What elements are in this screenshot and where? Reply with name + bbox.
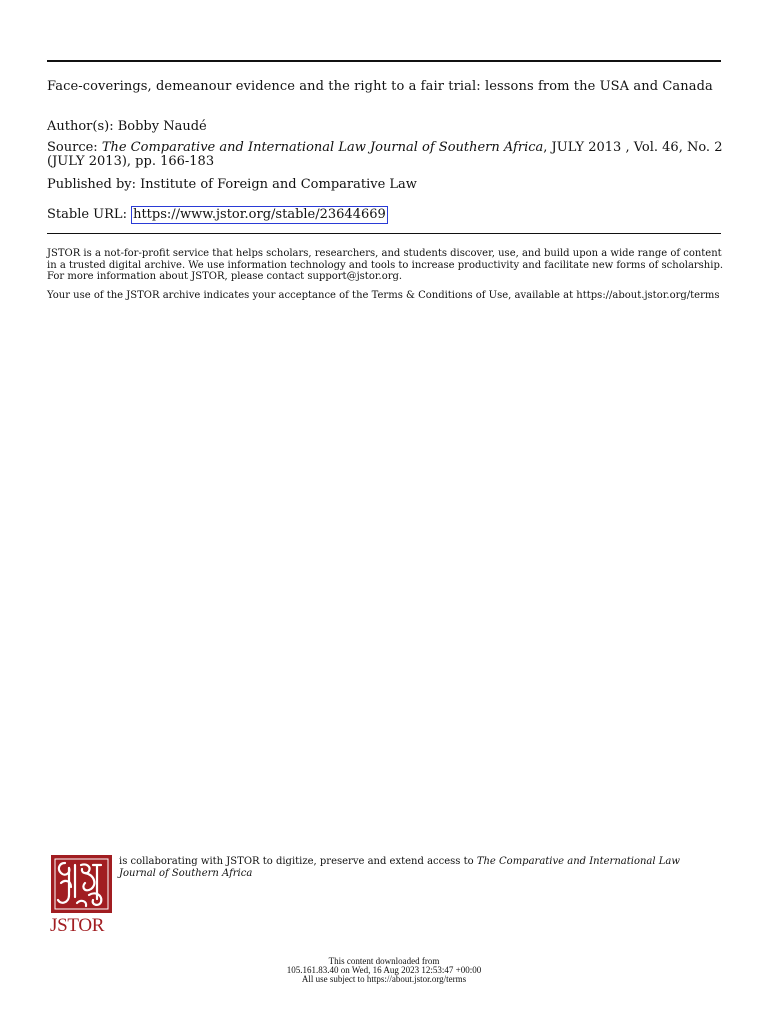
footer-line-2: 105.161.83.40 on Wed, 16 Aug 2023 12:53:47 +00:00 [286, 965, 482, 975]
footer-line-1: This content downloaded from [328, 956, 440, 966]
source-label: Source: [47, 140, 102, 155]
publisher-line [47, 178, 727, 192]
publisher-label: Published by: [47, 177, 141, 192]
collaboration-statement: is collaborating with JSTOR to digitize, preserve and extend access to [119, 856, 477, 867]
source-line [47, 141, 727, 169]
jstor-logo [50, 855, 114, 935]
article-title: Face-coverings, demeanour evidence and the right to a fair trial: lessons from the USA and Canada [47, 79, 713, 94]
jstor-logo-icon [51, 855, 112, 913]
authors-line [47, 120, 727, 134]
source-details: , JULY 2013 , Vol. 46, No. 2 (JULY 2013), pp. 166-183 [47, 140, 723, 169]
publisher-value: Institute of Foreign and Comparative Law [140, 177, 417, 192]
jstor-wordmark: JSTOR [50, 915, 105, 936]
authors-value: Bobby Naudé [117, 119, 207, 134]
top-rule [47, 60, 721, 62]
download-footer [0, 957, 768, 984]
stable-url-label: Stable URL: [47, 207, 132, 222]
footer-line-3: All use subject to https://about.jstor.org/terms [301, 974, 467, 984]
collaboration-journal: The Comparative and International Law Journal of Southern Africa [119, 856, 680, 879]
stable-url-line [47, 206, 727, 224]
middle-rule [47, 233, 721, 234]
journal-name: The Comparative and International Law Journal of Southern Africa [101, 140, 544, 155]
jstor-notice: JSTOR is a not-for-profit service that helps scholars, researchers, and students discover, use, and build upon a wide range of content in a trusted digital archive. We use information technology and tools to increase productivity and facilitate new forms of scholarship. For more information about JSTOR, please contact support@jstor.org. [47, 248, 724, 282]
collaboration-text [119, 856, 719, 879]
stable-url-link[interactable]: https://www.jstor.org/stable/23644669 [133, 207, 386, 222]
authors-label: Author(s): [47, 119, 118, 134]
terms-notice: Your use of the JSTOR archive indicates your acceptance of the Terms & Conditions of Use, available at https://about.jstor.org/terms [47, 290, 720, 301]
